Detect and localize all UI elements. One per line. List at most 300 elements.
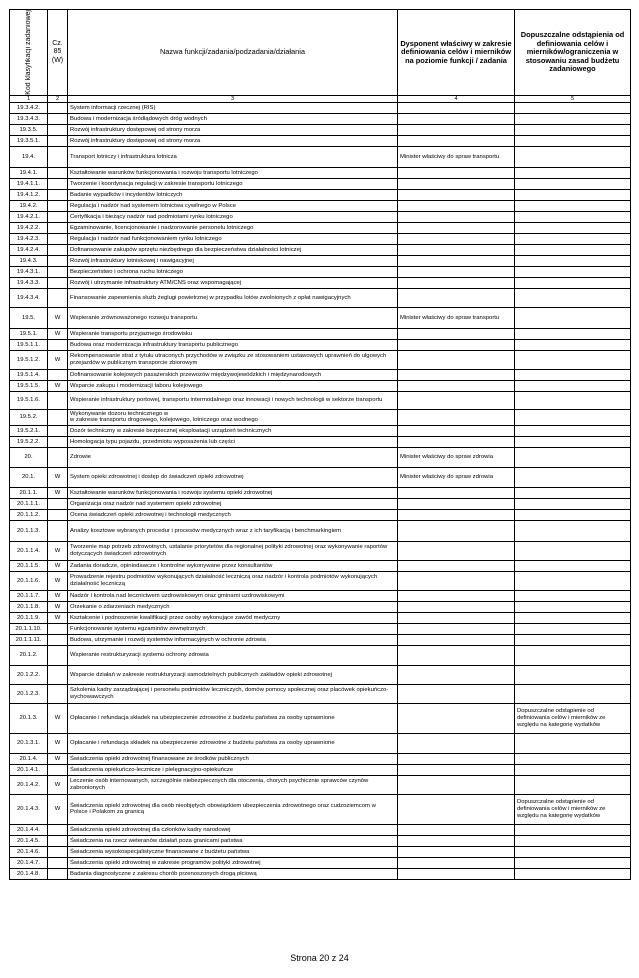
table-row	[10, 645, 631, 665]
row-cz85-flag: W	[48, 590, 68, 601]
table-row	[10, 590, 631, 601]
row-name: Wspieranie restrukturyzacji systemu ochrony zdrowia	[68, 645, 398, 665]
row-cz85-flag	[48, 211, 68, 222]
row-name: Świadczenia wysokospecjalistyczne finansowane z budżetu państwa	[68, 846, 398, 857]
row-odstapienie	[515, 244, 631, 255]
table-row	[10, 447, 631, 467]
table-row	[10, 255, 631, 266]
row-code: 20.1.2.3.	[10, 684, 48, 703]
table-row	[10, 436, 631, 447]
row-dysponent	[398, 634, 515, 645]
row-name: Dofinansowanie kolejowych pasażerskich przewozów międzywojewódzkich i międzynarodowych	[68, 369, 398, 380]
row-odstapienie	[515, 391, 631, 409]
row-code: 20.1.1.11.	[10, 634, 48, 645]
row-odstapienie	[515, 467, 631, 487]
row-name: Zdrowie	[68, 447, 398, 467]
table-row	[10, 703, 631, 733]
row-name: Świadczenia opieki zdrowotnej dla osób nieobjętych obowiązkiem ubezpieczenia zdrowotnego oraz cudzoziemcom w Polsce i Polakom za granicą	[68, 794, 398, 824]
row-odstapienie	[515, 824, 631, 835]
row-code: 20.1.2.2.	[10, 665, 48, 684]
table-row	[10, 211, 631, 222]
row-cz85-flag	[48, 520, 68, 541]
row-odstapienie	[515, 835, 631, 846]
row-dysponent	[398, 623, 515, 634]
row-name: Kształtowanie warunków funkcjonowania i rozwoju systemu opieki zdrowotnej	[68, 487, 398, 498]
row-cz85-flag	[48, 222, 68, 233]
table-row	[10, 167, 631, 178]
row-dysponent	[398, 328, 515, 339]
table-row	[10, 467, 631, 487]
row-name: Certyfikacja i bieżący nadzór nad podmiotami rynku lotniczego	[68, 211, 398, 222]
row-code: 20.1.1.8.	[10, 601, 48, 612]
row-cz85-flag: W	[48, 753, 68, 764]
page-number: Strona 20 z 24	[290, 953, 349, 963]
row-dysponent	[398, 350, 515, 369]
row-dysponent	[398, 124, 515, 135]
row-dysponent	[398, 380, 515, 391]
row-odstapienie	[515, 339, 631, 350]
row-odstapienie	[515, 146, 631, 167]
row-code: 19.3.5.	[10, 124, 48, 135]
row-name: Analizy kosztowe wybranych procedur i procesów medycznych wraz z ich taryfikacją i benchmarkingiem	[68, 520, 398, 541]
table-row	[10, 612, 631, 623]
row-name: Świadczenia na rzecz weteranów działań poza granicami państwa	[68, 835, 398, 846]
table-row	[10, 328, 631, 339]
table-row	[10, 277, 631, 288]
row-odstapienie	[515, 436, 631, 447]
row-dysponent	[398, 113, 515, 124]
row-dysponent	[398, 645, 515, 665]
row-name: Ocena świadczeń opieki zdrowotnej i technologii medycznych	[68, 509, 398, 520]
row-dysponent	[398, 703, 515, 733]
classification-table	[9, 9, 631, 880]
table-row	[10, 178, 631, 189]
row-code: 20.1.3.1.	[10, 733, 48, 753]
row-code: 20.	[10, 447, 48, 467]
row-odstapienie	[515, 623, 631, 634]
table-row	[10, 189, 631, 200]
row-odstapienie	[515, 277, 631, 288]
row-name: Wspieranie infrastruktury portowej, transportu intermodalnego oraz innowacji i nowych technologii w sektorze transportu	[68, 391, 398, 409]
row-cz85-flag: W	[48, 733, 68, 753]
row-dysponent	[398, 612, 515, 623]
row-dysponent	[398, 571, 515, 590]
row-code: 19.4.3.3.	[10, 277, 48, 288]
row-code: 19.4.2.	[10, 200, 48, 211]
row-dysponent	[398, 753, 515, 764]
table-row	[10, 266, 631, 277]
row-cz85-flag	[48, 288, 68, 307]
row-name: Budowa i modernizacja śródlądowych dróg wodnych	[68, 113, 398, 124]
row-cz85-flag	[48, 868, 68, 879]
table-row	[10, 560, 631, 571]
row-dysponent	[398, 339, 515, 350]
table-row	[10, 846, 631, 857]
row-odstapienie	[515, 189, 631, 200]
row-code: 20.1.4.	[10, 753, 48, 764]
row-odstapienie	[515, 425, 631, 436]
column-number-row	[10, 95, 631, 102]
row-odstapienie	[515, 409, 631, 425]
table-row	[10, 541, 631, 560]
row-dysponent	[398, 200, 515, 211]
row-odstapienie	[515, 645, 631, 665]
row-cz85-flag	[48, 244, 68, 255]
table-row	[10, 425, 631, 436]
row-name: Świadczenia opieki zdrowotnej finansowane ze środków publicznych	[68, 753, 398, 764]
table-row	[10, 775, 631, 794]
table-row	[10, 684, 631, 703]
row-code: 19.4.2.1.	[10, 211, 48, 222]
column-number: 4	[398, 95, 515, 102]
row-code: 20.1.1.2.	[10, 509, 48, 520]
row-code: 19.3.5.1.	[10, 135, 48, 146]
table-row	[10, 753, 631, 764]
row-dysponent	[398, 425, 515, 436]
row-code: 20.1.1.1.	[10, 498, 48, 509]
row-cz85-flag	[48, 369, 68, 380]
row-cz85-flag	[48, 436, 68, 447]
table-row	[10, 868, 631, 879]
table-row	[10, 571, 631, 590]
header-dysponent: Dysponent właściwy w zakresie definiowania celów i mierników na poziomie funkcji / zadania	[398, 10, 515, 96]
row-odstapienie	[515, 684, 631, 703]
table-row	[10, 520, 631, 541]
row-name: Organizacja oraz nadzór nad systemem opieki zdrowotnej	[68, 498, 398, 509]
row-code: 20.1.1.10.	[10, 623, 48, 634]
row-odstapienie	[515, 764, 631, 775]
row-dysponent	[398, 288, 515, 307]
row-code: 20.1.4.3.	[10, 794, 48, 824]
row-cz85-flag	[48, 113, 68, 124]
row-cz85-flag: W	[48, 350, 68, 369]
table-row	[10, 350, 631, 369]
row-code: 19.3.4.2.	[10, 102, 48, 113]
row-dysponent	[398, 775, 515, 794]
row-cz85-flag	[48, 824, 68, 835]
row-dysponent	[398, 835, 515, 846]
row-cz85-flag	[48, 255, 68, 266]
row-odstapienie	[515, 200, 631, 211]
row-cz85-flag	[48, 233, 68, 244]
row-cz85-flag: W	[48, 541, 68, 560]
row-odstapienie	[515, 255, 631, 266]
row-dysponent	[398, 498, 515, 509]
row-odstapienie	[515, 753, 631, 764]
row-odstapienie	[515, 135, 631, 146]
row-name: Egzaminowanie, licencjonowanie i nadzorowanie personelu lotniczego	[68, 222, 398, 233]
row-name: Kształtowanie warunków funkcjonowania i rozwoju transportu lotniczego	[68, 167, 398, 178]
row-odstapienie	[515, 601, 631, 612]
row-cz85-flag	[48, 391, 68, 409]
column-number: 1	[10, 95, 48, 102]
table-row	[10, 135, 631, 146]
row-odstapienie	[515, 102, 631, 113]
table-row	[10, 824, 631, 835]
table-row	[10, 391, 631, 409]
row-dysponent	[398, 868, 515, 879]
row-dysponent: Minister właściwy do spraw zdrowia	[398, 447, 515, 467]
table-row	[10, 509, 631, 520]
row-dysponent	[398, 102, 515, 113]
row-name: System opieki zdrowotnej i dostęp do świadczeń opieki zdrowotnej	[68, 467, 398, 487]
row-name: Rekompensowanie strat z tytułu utraconych przychodów w związku ze stosowaniem ustawowych uprawnień do ulgowych przejazdów w publicznym transporcie zbiorowym	[68, 350, 398, 369]
header-code: Kod klasyfikacji zadaniowej	[10, 10, 48, 96]
row-code: 19.4.1.1.	[10, 178, 48, 189]
row-cz85-flag: W	[48, 487, 68, 498]
row-cz85-flag: W	[48, 328, 68, 339]
row-code: 20.1.1.6.	[10, 571, 48, 590]
row-dysponent	[398, 520, 515, 541]
table-row	[10, 146, 631, 167]
row-code: 20.1.1.5.	[10, 560, 48, 571]
table-row	[10, 857, 631, 868]
row-cz85-flag	[48, 339, 68, 350]
row-dysponent	[398, 541, 515, 560]
row-odstapienie	[515, 733, 631, 753]
row-dysponent	[398, 436, 515, 447]
table-row	[10, 487, 631, 498]
row-name: Badania diagnostyczne z zakresu chorób przenoszonych drogą płciową	[68, 868, 398, 879]
row-dysponent	[398, 764, 515, 775]
row-name: Rozwój infrastruktury lotniskowej i nawigacyjnej	[68, 255, 398, 266]
row-code: 19.5.1.6.	[10, 391, 48, 409]
row-odstapienie	[515, 113, 631, 124]
table-row	[10, 113, 631, 124]
row-code: 19.4.3.1.	[10, 266, 48, 277]
row-dysponent	[398, 601, 515, 612]
row-name: Opłacanie i refundacja składek na ubezpieczenie zdrowotne z budżetu państwa za osoby uprawnione	[68, 703, 398, 733]
row-name: Wsparcie zakupu i modernizacji taboru kolejowego	[68, 380, 398, 391]
row-name: Budowa, utrzymanie i rozwój systemów informacyjnych w ochronie zdrowia	[68, 634, 398, 645]
row-dysponent	[398, 794, 515, 824]
row-odstapienie	[515, 222, 631, 233]
row-odstapienie	[515, 775, 631, 794]
row-name: Regulacja i nadzór nad systemem lotnictwa cywilnego w Polsce	[68, 200, 398, 211]
row-code: 20.1.1.9.	[10, 612, 48, 623]
row-name: Tworzenie map potrzeb zdrowotnych, ustalanie priorytetów dla regionalnej polityki zdrowotnej oraz wykonywanie raportów dotyczących świadczeń zdrowotnych	[68, 541, 398, 560]
row-cz85-flag	[48, 189, 68, 200]
row-name: Wspieranie transportu przyjaznego środowisku	[68, 328, 398, 339]
row-code: 19.4.1.2.	[10, 189, 48, 200]
row-dysponent	[398, 487, 515, 498]
row-odstapienie	[515, 612, 631, 623]
row-name: Homologacja typu pojazdu, przedmiotu wyposażenia lub części	[68, 436, 398, 447]
table-row	[10, 665, 631, 684]
row-dysponent	[398, 244, 515, 255]
row-cz85-flag	[48, 623, 68, 634]
row-code: 20.1.4.7.	[10, 857, 48, 868]
row-cz85-flag	[48, 509, 68, 520]
row-name: Wspieranie zrównoważonego rozwoju transportu	[68, 307, 398, 328]
row-name: Transport lotniczy i infrastruktura lotnicza	[68, 146, 398, 167]
row-code: 19.5.1.5.	[10, 380, 48, 391]
row-code: 20.1.3.	[10, 703, 48, 733]
row-odstapienie	[515, 350, 631, 369]
row-dysponent	[398, 857, 515, 868]
row-dysponent	[398, 222, 515, 233]
row-dysponent	[398, 733, 515, 753]
row-dysponent	[398, 255, 515, 266]
row-name: Kształcenie i podnoszenie kwalifikacji przez osoby wykonujące zawód medyczny	[68, 612, 398, 623]
header-name: Nazwa funkcji/zadania/podzadania/działania	[68, 10, 398, 96]
row-code: 20.1.4.5.	[10, 835, 48, 846]
row-odstapienie	[515, 124, 631, 135]
row-code: 20.1.	[10, 467, 48, 487]
row-code: 19.5.	[10, 307, 48, 328]
row-odstapienie: Dopuszczalne odstąpienie od definiowania celów i mierników ze względu na kategorię wydatków	[515, 794, 631, 824]
row-dysponent: Minister właściwy do spraw zdrowia	[398, 467, 515, 487]
row-name: Świadczenia opieki zdrowotnej dla członków kadry narodowej	[68, 824, 398, 835]
row-odstapienie	[515, 307, 631, 328]
row-name: Szkolenia kadry zarządzającej i personelu podmiotów leczniczych, domów pomocy społecznej oraz placówek opiekuńczo-wychowawczych	[68, 684, 398, 703]
row-dysponent	[398, 509, 515, 520]
table-row	[10, 623, 631, 634]
row-name: Dozór techniczny w zakresie bezpiecznej eksploatacji urządzeń technicznych	[68, 425, 398, 436]
table-row	[10, 835, 631, 846]
row-code: 19.5.2.2.	[10, 436, 48, 447]
row-cz85-flag: W	[48, 703, 68, 733]
row-dysponent	[398, 846, 515, 857]
header-cz85: Cz. 85 (W)	[48, 10, 68, 96]
row-code: 20.1.4.4.	[10, 824, 48, 835]
row-odstapienie	[515, 487, 631, 498]
row-dysponent	[398, 824, 515, 835]
table-row	[10, 222, 631, 233]
table-row	[10, 733, 631, 753]
table-row	[10, 244, 631, 255]
row-cz85-flag: W	[48, 307, 68, 328]
row-odstapienie	[515, 447, 631, 467]
row-cz85-flag	[48, 146, 68, 167]
row-code: 19.4.2.3.	[10, 233, 48, 244]
row-code: 20.1.1.4.	[10, 541, 48, 560]
row-code: 20.1.1.	[10, 487, 48, 498]
row-cz85-flag: W	[48, 571, 68, 590]
row-code: 19.5.1.2.	[10, 350, 48, 369]
row-cz85-flag: W	[48, 612, 68, 623]
row-code: 19.5.1.1.	[10, 339, 48, 350]
row-code: 19.4.	[10, 146, 48, 167]
row-code: 19.4.3.4.	[10, 288, 48, 307]
row-code: 20.1.4.2.	[10, 775, 48, 794]
row-cz85-flag	[48, 124, 68, 135]
row-dysponent	[398, 391, 515, 409]
row-dysponent	[398, 277, 515, 288]
row-cz85-flag	[48, 665, 68, 684]
row-cz85-flag: W	[48, 560, 68, 571]
row-cz85-flag	[48, 178, 68, 189]
row-name: Prowadzenie rejestru podmiotów wykonujących działalność leczniczą oraz nadzór i kontrola podmiotów wykonujących działalność leczniczą	[68, 571, 398, 590]
row-code: 19.4.1.	[10, 167, 48, 178]
row-dysponent	[398, 233, 515, 244]
column-number: 2	[48, 95, 68, 102]
row-dysponent	[398, 684, 515, 703]
row-code: 19.5.1.4.	[10, 369, 48, 380]
row-name: Leczenie osób internowanych, szczególnie niebezpiecznych dla otoczenia, chorych psychicznie sprawców czynów zabronionych	[68, 775, 398, 794]
row-cz85-flag	[48, 835, 68, 846]
row-name: Orzekanie o zdarzeniach medycznych	[68, 601, 398, 612]
table-row	[10, 380, 631, 391]
row-odstapienie	[515, 571, 631, 590]
row-cz85-flag	[48, 764, 68, 775]
row-dysponent	[398, 135, 515, 146]
row-cz85-flag	[48, 167, 68, 178]
row-cz85-flag	[48, 266, 68, 277]
row-cz85-flag	[48, 857, 68, 868]
header-odstapienia: Dopuszczalne odstąpienia od definiowania celów i mierników/ograniczenia w stosowaniu zasad budżetu zadaniowego	[515, 10, 631, 96]
row-odstapienie	[515, 178, 631, 189]
row-code: 19.4.3.	[10, 255, 48, 266]
row-cz85-flag	[48, 846, 68, 857]
row-code: 19.3.4.3.	[10, 113, 48, 124]
row-name: Rozwój infrastruktury dostępowej od strony morza	[68, 135, 398, 146]
row-dysponent: Minister właściwy do spraw transportu	[398, 307, 515, 328]
table-row	[10, 794, 631, 824]
row-cz85-flag: W	[48, 775, 68, 794]
row-code: 19.5.2.1.	[10, 425, 48, 436]
row-odstapienie	[515, 560, 631, 571]
row-odstapienie	[515, 590, 631, 601]
row-odstapienie	[515, 211, 631, 222]
row-code: 19.5.2.	[10, 409, 48, 425]
row-name: Zadania doradcze, opiniodawcze i kontrolne wykonywane przez konsultantów	[68, 560, 398, 571]
row-dysponent	[398, 560, 515, 571]
row-code: 19.4.2.4.	[10, 244, 48, 255]
row-name: System informacji rzecznej (RIS)	[68, 102, 398, 113]
table-row	[10, 307, 631, 328]
row-dysponent	[398, 178, 515, 189]
row-odstapienie	[515, 380, 631, 391]
row-odstapienie	[515, 541, 631, 560]
row-dysponent	[398, 266, 515, 277]
table-row	[10, 498, 631, 509]
row-odstapienie	[515, 634, 631, 645]
row-odstapienie	[515, 846, 631, 857]
row-dysponent	[398, 590, 515, 601]
row-odstapienie	[515, 509, 631, 520]
row-name: Świadczenia opieki zdrowotnej w zakresie programów polityki zdrowotnej	[68, 857, 398, 868]
row-code: 19.5.1.	[10, 328, 48, 339]
row-cz85-flag	[48, 498, 68, 509]
row-code: 20.1.2.	[10, 645, 48, 665]
row-code: 20.1.4.6.	[10, 846, 48, 857]
row-dysponent	[398, 369, 515, 380]
row-cz85-flag: W	[48, 601, 68, 612]
table-row	[10, 369, 631, 380]
row-name: Bezpieczeństwo i ochrona ruchu lotniczego	[68, 266, 398, 277]
row-cz85-flag	[48, 447, 68, 467]
table-row	[10, 233, 631, 244]
row-cz85-flag	[48, 634, 68, 645]
row-name: Finansowanie zapewnienia służb żeglugi powietrznej w przypadku lotów zwolnionych z opłat nawigacyjnych	[68, 288, 398, 307]
row-name: Funkcjonowanie systemu egzaminów zewnętrznych	[68, 623, 398, 634]
row-cz85-flag	[48, 425, 68, 436]
row-name: Rozwój infrastruktury dostępowej od strony morza	[68, 124, 398, 135]
row-name: Wsparcie działań w zakresie restrukturyzacji samodzielnych publicznych zakładów opieki zdrowotnej	[68, 665, 398, 684]
row-cz85-flag	[48, 200, 68, 211]
row-cz85-flag: W	[48, 794, 68, 824]
row-odstapienie	[515, 498, 631, 509]
row-name: Tworzenie i koordynacja regulacji w zakresie transportu lotniczego	[68, 178, 398, 189]
row-dysponent	[398, 665, 515, 684]
row-cz85-flag	[48, 277, 68, 288]
table-row	[10, 200, 631, 211]
row-name: Rozwój i utrzymanie infrastruktury ATM/CNS oraz wspomagającej	[68, 277, 398, 288]
table-row	[10, 288, 631, 307]
row-dysponent	[398, 211, 515, 222]
row-name: Dofinansowanie zakupów sprzętu niezbędnego dla bezpieczeństwa działalności lotniczej	[68, 244, 398, 255]
